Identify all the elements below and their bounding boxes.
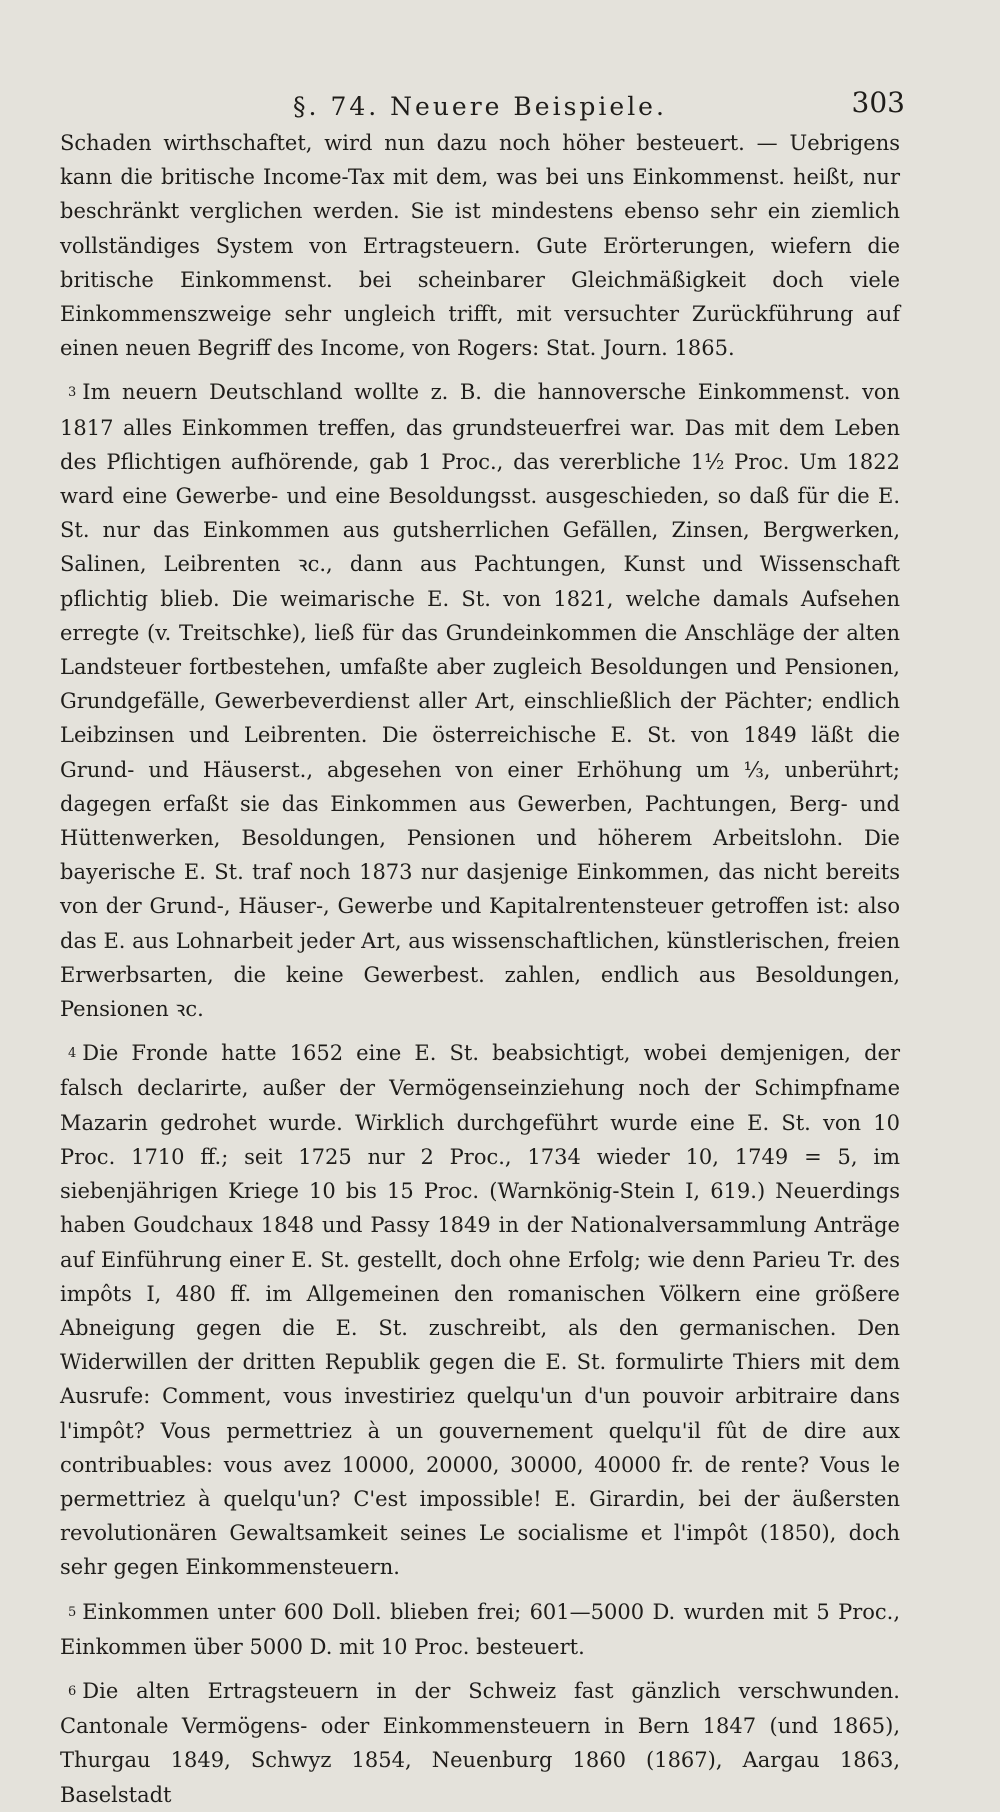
footnote-3	[60, 375, 900, 1026]
footnote-text: Im neuern Deutschland wollte z. B. die hannoversche Einkommenst. von 1817 alles Einkommen treffen, das grundsteuerfrei war. Das mit dem Leben des Pflichtigen aufhörende, gab 1 Proc., das vererbliche 1½ Proc. Um 1822 ward eine Gewerbe- und eine Besoldungsst. ausgeschieden, so daß für die E. St. nur das Einkommen aus gutsherrlichen Gefällen, Zinsen, Bergwerken, Salinen, Leibrenten ꝛc., dann aus Pachtungen, Kunst und Wissenschaft pflichtig blieb. Die weimarische E. St. von 1821, welche damals Aufsehen erregte (v. Treitschke), ließ für das Grundeinkommen die Anschläge der alten Landsteuer fortbestehen, umfaßte aber zugleich Besoldungen und Pensionen, Grundgefälle, Gewerbeverdienst aller Art, einschließlich der Pächter; endlich Leibzinsen und Leibrenten. Die österreichische E. St. von 1849 läßt die Grund- und Häuserst., abgesehen von einer Erhöhung um ⅓, unberührt; dagegen erfaßt sie das Einkommen aus Gewerben, Pachtungen, Berg- und Hüttenwerken, Besoldungen, Pensionen und höherem Arbeitslohn. Die bayerische E. St. traf noch 1873 nur dasjenige Einkommen, das nicht bereits von der Grund-, Häuser-, Gewerbe und Kapitalrentensteuer getroffen ist: also das E. aus Lohnarbeit jeder Art, aus wissenschaftlichen, künstlerischen, freien Erwerbsarten, die keine Gewerbest. zahlen, endlich aus Besoldungen, Pensionen ꝛc.	[60, 380, 900, 1022]
footnote-text: Einkommen unter 600 Doll. blieben frei; 601—5000 D. wurden mit 5 Proc., Einkommen über 5000 D. mit 10 Proc. besteuert.	[60, 1599, 900, 1659]
footnote-text: Die alten Ertragsteuern in der Schweiz fast gänzlich verschwunden. Cantonale Vermögens- oder Einkommensteuern in Bern 1847 (und 1865), Thurgau 1849, Schwyz 1854, Neuenburg 1860 (1867), Aargau 1863, Baselstadt	[60, 1678, 900, 1807]
footnote-6	[60, 1674, 900, 1812]
paragraph-continuation	[60, 126, 900, 365]
footnote-marker: 3	[68, 385, 77, 401]
footnote-marker: 6	[68, 1683, 77, 1699]
running-title: §. 74. Neuere Beispiele.	[293, 92, 667, 121]
footnote-text: Die Fronde hatte 1652 eine E. St. beabsichtigt, wobei demjenigen, der falsch declarirte, außer der Vermögenseinziehung noch der Schimpfname Mazarin gedrohet wurde. Wirklich durchgeführt wurde eine E. St. von 10 Proc. 1710 ff.; seit 1725 nur 2 Proc., 1734 wieder 10, 1749 = 5, im siebenjährigen Kriege 10 bis 15 Proc. (Warnkönig-Stein I, 619.) Neuerdings haben Goudchaux 1848 und Passy 1849 in der Nationalversammlung Anträge auf Einführung einer E. St. gestellt, doch ohne Erfolg; wie denn Parieu Tr. des impôts I, 480 ff. im Allgemeinen den romanischen Völkern eine größere Abneigung gegen die E. St. zuschreibt, als den germanischen. Den Widerwillen der dritten Republik gegen die E. St. formulirte Thiers mit dem Ausrufe: Comment, vous investiriez quelqu'un d'un pouvoir arbitraire dans l'impôt? Vous permettriez à un gouvernement quelqu'il fût de dire aux contribuables: vous avez 10000, 20000, 30000, 40000 fr. de rente? Vous le permettriez à quelqu'un? C'est impossible! E. Girardin, bei der äußersten revolutionären Gewaltsamkeit seines Le socialisme et l'impôt (1850), doch sehr gegen Einkommensteuern.	[60, 1041, 900, 1580]
page-number: 303	[851, 86, 905, 119]
footnote-5	[60, 1595, 900, 1664]
footnote-4	[60, 1036, 900, 1584]
footnote-marker: 4	[68, 1046, 77, 1062]
book-page	[60, 80, 905, 1812]
footnote-marker: 5	[68, 1604, 77, 1620]
running-header	[60, 80, 905, 124]
paragraph-text: Schaden wirthschaftet, wird nun dazu noch höher besteuert. — Uebrigens kann die britische Income-Tax mit dem, was bei uns Einkommenst. heißt, nur beschränkt verglichen werden. Sie ist mindestens ebenso sehr ein ziemlich vollständiges System von Ertragsteuern. Gute Erörterungen, wiefern die britische Einkommenst. bei scheinbarer Gleichmäßigkeit doch viele Einkommenszweige sehr ungleich trifft, mit versuchter Zurückführung auf einen neuen Begriff des Income, von Rogers: Stat. Journ. 1865.	[60, 131, 900, 361]
